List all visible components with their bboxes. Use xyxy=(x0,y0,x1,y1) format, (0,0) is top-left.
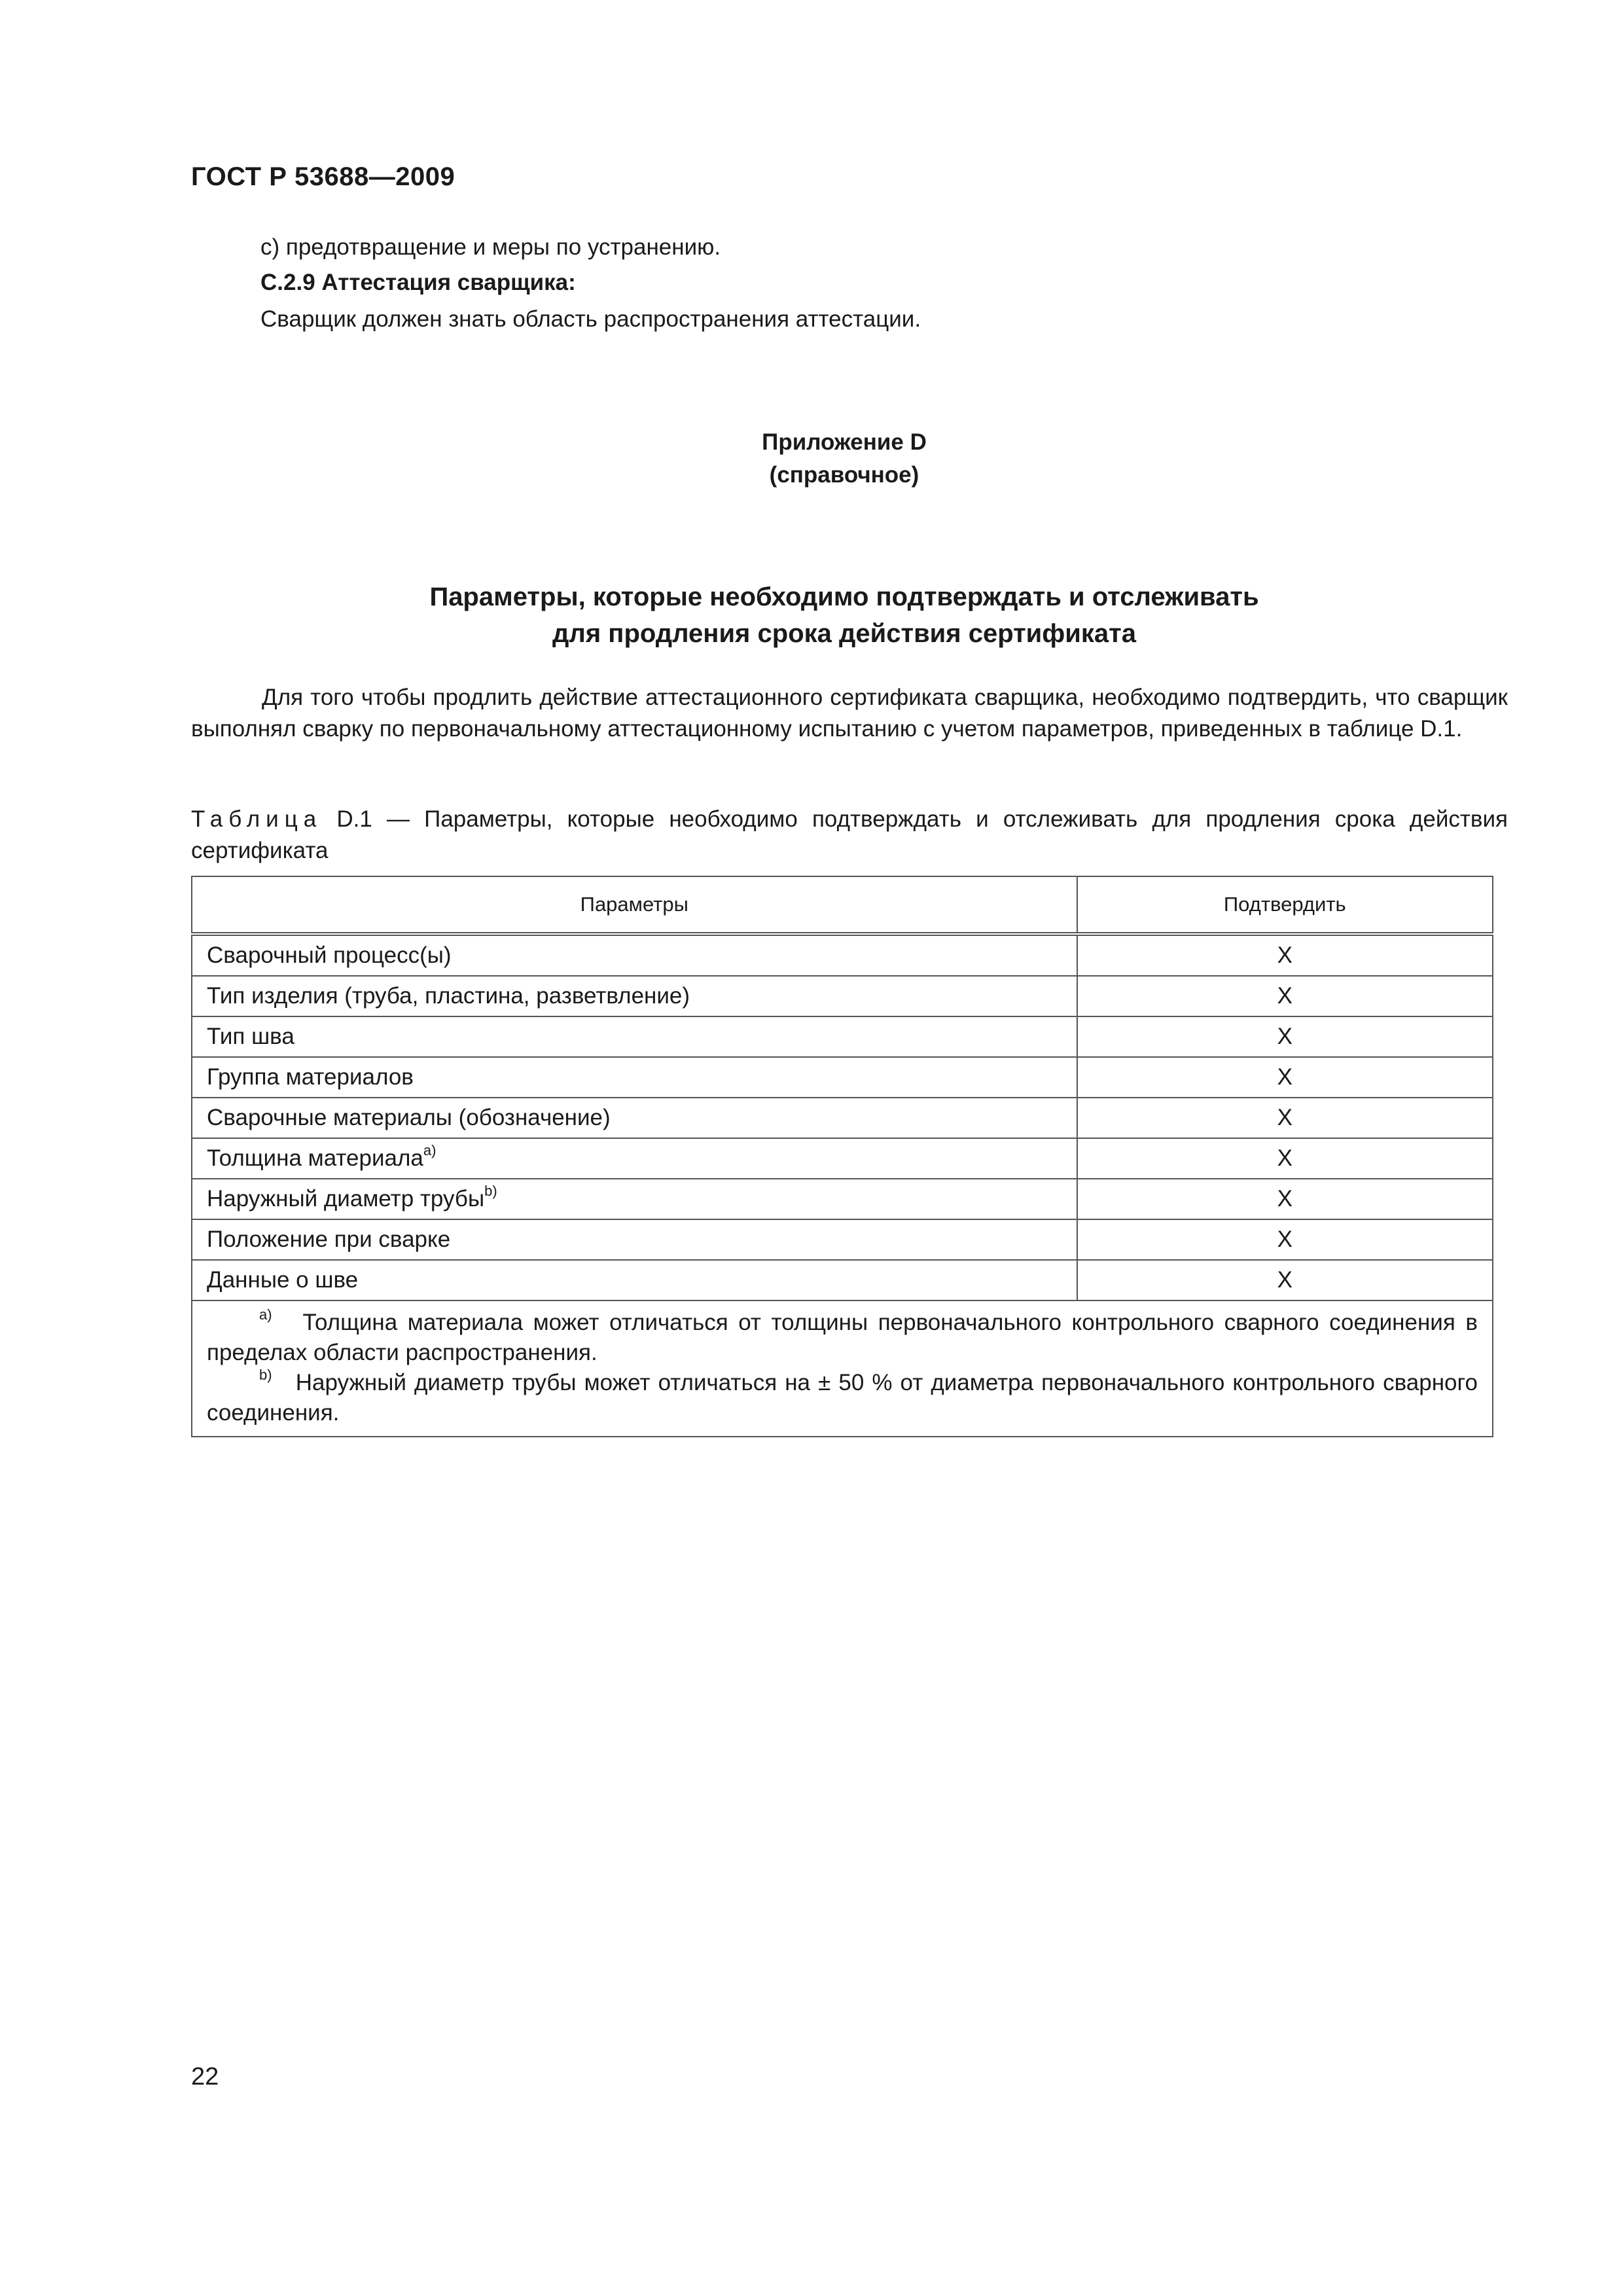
parameters-table xyxy=(191,876,1493,1437)
param-cell: Тип шва xyxy=(192,1016,1077,1057)
param-text: Наружный диаметр трубы xyxy=(207,1186,485,1211)
footnote-a xyxy=(207,1308,1478,1368)
table-row xyxy=(192,976,1493,1016)
table-row xyxy=(192,1138,1493,1179)
table-row xyxy=(192,1057,1493,1098)
clause-text: Сварщик должен знать область распространения аттестации. xyxy=(260,306,921,332)
header-parameters: Параметры xyxy=(192,876,1077,934)
footnote-text-a: Толщина материала может отличаться от толщины первоначального контрольного сварного соединения в пределах области распространения. xyxy=(207,1310,1478,1365)
table-row xyxy=(192,1098,1493,1138)
param-cell: Сварочные материалы (обозначение) xyxy=(192,1098,1077,1138)
param-cell: Данные о шве xyxy=(192,1260,1077,1300)
param-cell: Сварочный процесс(ы) xyxy=(192,934,1077,976)
footnote-ref-a: a) xyxy=(423,1142,437,1158)
appendix-label: Приложение D xyxy=(762,429,927,455)
confirm-mark: X xyxy=(1077,1138,1493,1179)
table-footnotes xyxy=(192,1300,1493,1437)
table-caption-text: D.1 — Параметры, которые необходимо подтверждать и отслеживать для продления срока действия сертификата xyxy=(191,806,1508,863)
param-cell: Тип изделия (труба, пластина, разветвление) xyxy=(192,976,1077,1016)
footnote-text-b: Наружный диаметр трубы может отличаться на ± 50 % от диаметра первоначального контрольного сварного соединения. xyxy=(207,1370,1478,1426)
table-caption xyxy=(191,804,1508,867)
confirm-mark: X xyxy=(1077,1016,1493,1057)
confirm-mark: X xyxy=(1077,1219,1493,1260)
list-item-c: с) предотвращение и меры по устранению. xyxy=(260,234,721,260)
page-number: 22 xyxy=(191,2063,219,2090)
clause-title: С.2.9 Аттестация сварщика: xyxy=(260,270,576,295)
param-cell xyxy=(192,1138,1077,1179)
standard-id: ГОСТ Р 53688—2009 xyxy=(191,162,455,191)
appendix-title-line2: для продления срока действия сертификата xyxy=(552,619,1136,648)
header-confirm: Подтвердить xyxy=(1077,876,1493,934)
confirm-mark: X xyxy=(1077,934,1493,976)
table-row xyxy=(192,1219,1493,1260)
footnote-marker-a: a) xyxy=(259,1306,272,1323)
table-header-row xyxy=(192,876,1493,934)
footnote-ref-b: b) xyxy=(484,1183,497,1199)
param-cell xyxy=(192,1179,1077,1219)
confirm-mark: X xyxy=(1077,1098,1493,1138)
confirm-mark: X xyxy=(1077,1057,1493,1098)
confirm-mark: X xyxy=(1077,1260,1493,1300)
table-row xyxy=(192,934,1493,976)
confirm-mark: X xyxy=(1077,976,1493,1016)
param-cell: Положение при сварке xyxy=(192,1219,1077,1260)
table-row xyxy=(192,1179,1493,1219)
confirm-mark: X xyxy=(1077,1179,1493,1219)
footnote-b xyxy=(207,1368,1478,1428)
table-caption-word: Таблица xyxy=(191,806,323,832)
table-row xyxy=(192,1016,1493,1057)
table-row xyxy=(192,1260,1493,1300)
intro-paragraph: Для того чтобы продлить действие аттестационного сертификата сварщика, необходимо подтвердить, что сварщик выполнял сварку по первоначальному аттестационному испытанию с учетом параметров, приведенных в таблице D.1. xyxy=(191,685,1508,742)
footnote-marker-b: b) xyxy=(259,1367,272,1383)
param-text: Толщина материала xyxy=(207,1145,423,1171)
table-footnotes-row xyxy=(192,1300,1493,1437)
param-cell: Группа материалов xyxy=(192,1057,1077,1098)
appendix-title-line1: Параметры, которые необходимо подтверждать и отслеживать xyxy=(429,583,1259,611)
appendix-status: (справочное) xyxy=(769,462,919,488)
